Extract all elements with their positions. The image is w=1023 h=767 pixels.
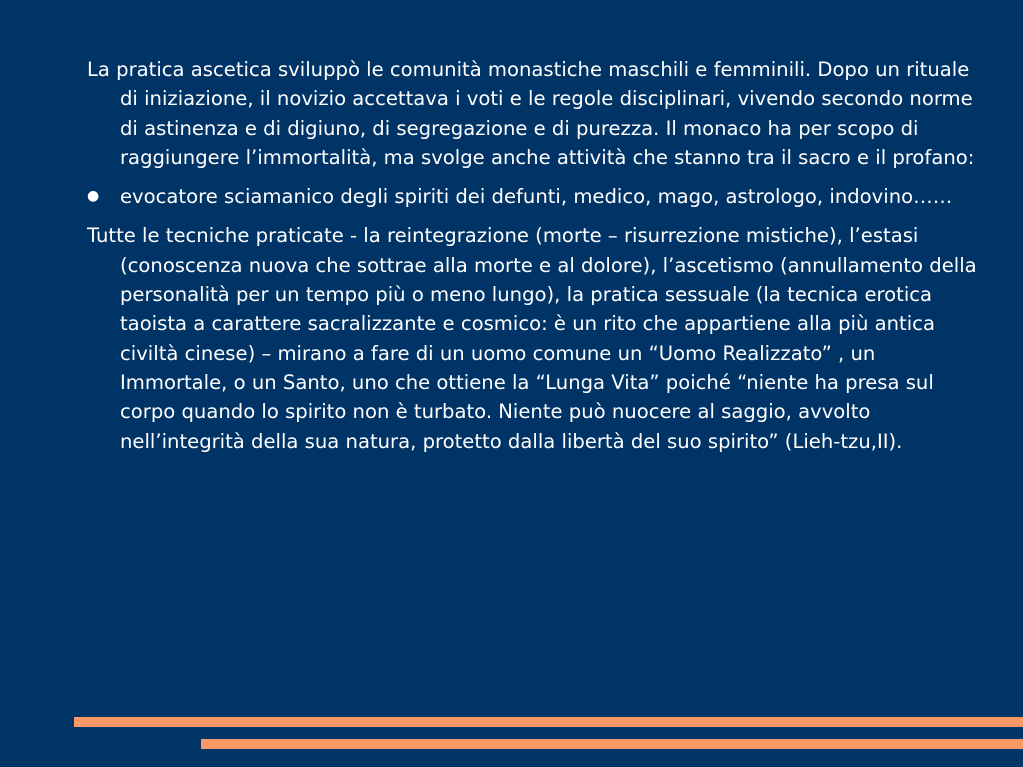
decorative-stripe-top xyxy=(74,717,1023,727)
bullet-text: evocatore sciamanico degli spiriti dei defunti, medico, mago, astrologo, indovino…… xyxy=(120,185,953,209)
slide-content xyxy=(87,55,977,466)
decorative-stripe-bottom xyxy=(201,739,1023,749)
bullet-list-item xyxy=(87,182,977,211)
bullet-icon: ● xyxy=(87,188,100,205)
paragraph-ascetic-practice: La pratica ascetica sviluppò le comunità monastiche maschili e femminili. Dopo un rituale di iniziazione, il novizio accettava i voti e le regole disciplinari, vivendo secondo norme di astinenza e di digiuno, di segregazione e di purezza. Il monaco ha per scopo di raggiungere l’immortalità, ma svolge anche attività che stanno tra il sacro e il profano: xyxy=(87,58,975,169)
paragraph-techniques: Tutte le tecniche praticate - la reintegrazione (morte – risurrezione mistiche), l’estasi (conoscenza nuova che sottrae alla morte e al dolore), l’ascetismo (annullamento della personalità per un tempo più o meno lungo), la pratica sessuale (la tecnica erotica taoista a carattere sacralizzante e cosmico: è un rito che appartiene alla più antica civiltà cinese) – mirano a fare di un uomo comune un “Uomo Realizzato” , un Immortale, o un Santo, uno che ottiene la “Lunga Vita” poiché “niente ha presa sul corpo quando lo spirito non è turbato. Niente può nuocere al saggio, avvolto nell’integrità della sua natura, protetto dalla libertà del suo spirito” (Lieh-tzu,II). xyxy=(87,224,977,453)
